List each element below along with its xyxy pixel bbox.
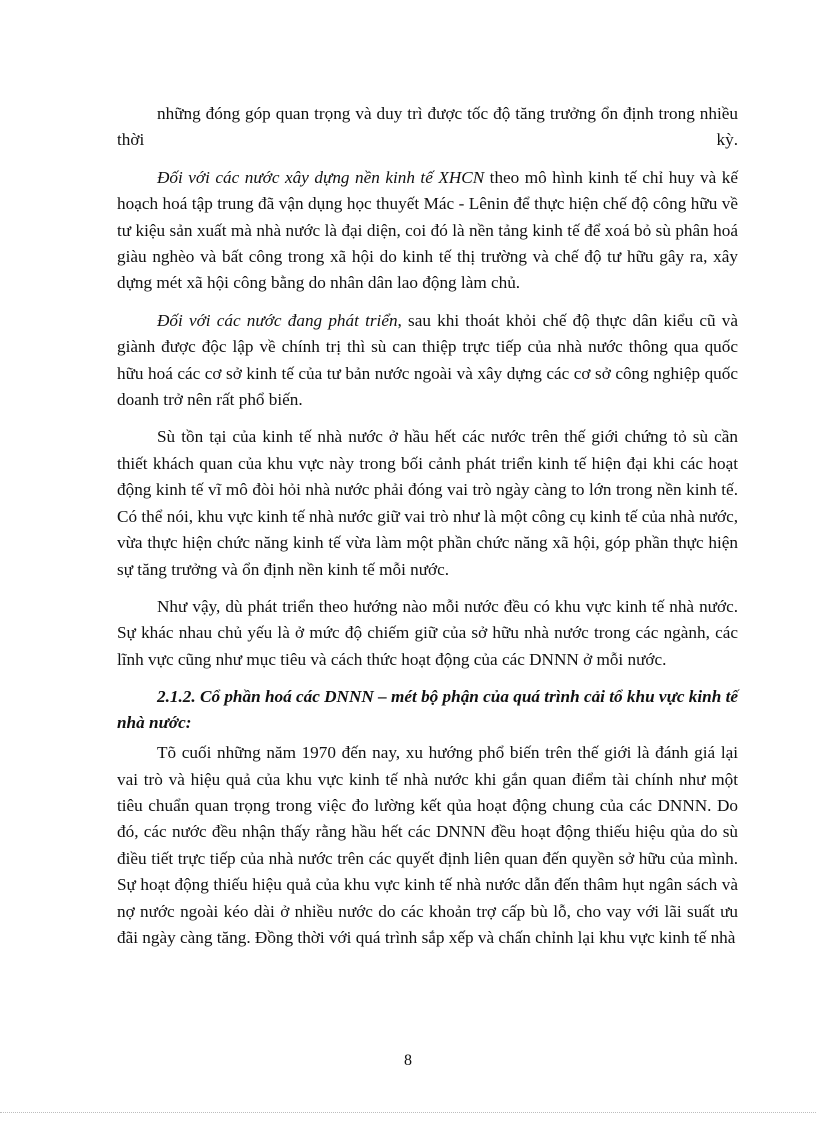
paragraph-6: Tõ cuối những năm 1970 đến nay, xu hướng phổ biến trên thế giới là đánh giá lại vai trò và hiệu quả của khu vực kinh tế nhà nước khi gắn quan điểm tài chính như một tiêu chuẩn quan trọng trong việc đo lường kết qủa hoạt động chung của các DNNN. Do đó, các nước đều nhận thấy rằng hầu hết các DNNN đều hoạt động thiếu hiệu qủa do sù điều tiết trực tiếp của nhà nước trên các quyết định liên quan đến quyền sở hữu của mình. Sự hoạt động thiếu hiệu quả của khu vực kinh tế nhà nước dẫn đến thâm hụt ngân sách và nợ nước ngoài kéo dài ở nhiều nước do các khoản trợ cấp bù lỗ, cho vay với lãi suất ưu đãi ngày càng tăng. Đồng thời với quá trình sắp xếp và chấn chỉnh lại khu vực kinh tế nhà bbox=[117, 743, 738, 947]
paragraph-3 bbox=[117, 308, 738, 414]
paragraph-2-text: theo mô hình kinh tế chỉ huy và kế hoạch hoá tập trung đã vận dụng học thuyết Mác - Lênin để thực hiện chế độ công hữu về tư kiệu sản xuất mà nhà nước là đại diện, coi đó là nền tảng kinh tế để xoá bỏ sù phân hoá giàu nghèo và bất công trong xã hội do kinh tế thị trường và chế độ tư hữu gây ra, xây dựng mét xã hội công bằng do nhân dân lao động làm chủ. bbox=[117, 167, 738, 293]
paragraph-5: Như vậy, dù phát triển theo hướng nào mỗi nước đều có khu vực kinh tế nhà nước. Sự khác nhau chủ yếu là ở mức độ chiếm giữ của sở hữu nhà nước trong các ngành, các lĩnh vực cũng như mục tiêu và cách thức hoạt động của các DNNN ở mỗi nước. bbox=[117, 596, 738, 669]
page-number: 8 bbox=[404, 1052, 412, 1069]
paragraph-1: những đóng góp quan trọng và duy trì được tốc độ tăng trưởng ổn định trong nhiều thời kỳ. bbox=[117, 104, 738, 150]
paragraph-2-italic-lead: Đối với các nước xây dựng nền kinh tế XHCN bbox=[157, 167, 485, 187]
paragraph-4: Sù tồn tại của kinh tế nhà nước ở hầu hết các nước trên thế giới chứng tỏ sù cần thiết khách quan của khu vực này trong bối cảnh phát triển kinh tế hiện đại khi các hoạt động kinh tế vĩ mô đòi hỏi nhà nước phải đóng vai trò ngày càng to lớn trong nền kinh tế. Có thể nói, khu vực kinh tế nhà nước giữ vai trò như là một công cụ kinh tế của nhà nước, vừa thực hiện chức năng kinh tế vừa làm một phần chức năng xã hội, góp phần thực hiện sự tăng trưởng và ổn định nền kinh tế mỗi nước. bbox=[117, 427, 738, 579]
section-heading: 2.1.2. Cổ phần hoá các DNNN – mét bộ phận của quá trình cải tổ khu vực kinh tế nhà nước: bbox=[117, 687, 738, 733]
paragraph-2 bbox=[117, 165, 738, 297]
paragraph-3-text: , sau khi thoát khỏi chế độ thực dân kiểu cũ và giành được độc lập về chính trị thì sù can thiệp trực tiếp của nhà nước thông qua quốc hữu hoá các cơ sở kinh tế của tư bản nước ngoài và xây dựng các cơ sở công nghiệp quốc doanh trở nên rất phổ biến. bbox=[117, 310, 738, 410]
page-bottom-divider bbox=[0, 1112, 816, 1113]
document-body bbox=[117, 101, 738, 962]
paragraph-3-italic-lead: Đối với các nước đang phát triển bbox=[157, 310, 398, 330]
